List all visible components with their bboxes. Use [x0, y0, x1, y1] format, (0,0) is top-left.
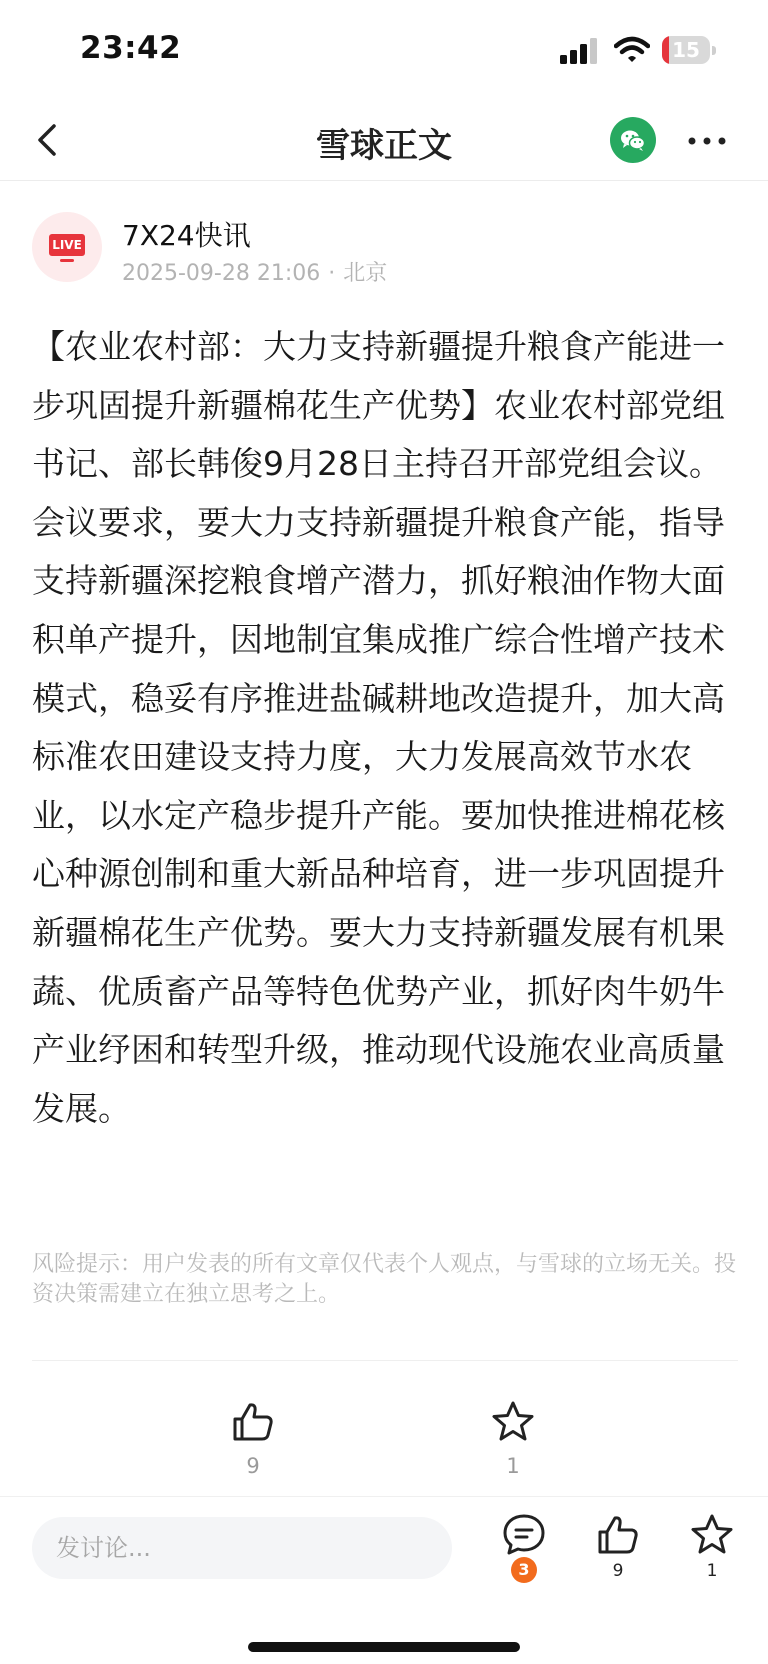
- status-time: 23:42: [80, 30, 182, 66]
- like-button[interactable]: [203, 1400, 303, 1478]
- post-date: 2025-09-28 21:06: [122, 261, 321, 286]
- thumbs-up-icon: [596, 1513, 640, 1557]
- bottom-favorite-count: 1: [706, 1561, 718, 1581]
- post-location: 北京: [343, 261, 388, 286]
- live-badge: LIVE: [49, 234, 85, 256]
- page-title: 雪球正文: [316, 126, 452, 166]
- cellular-signal-icon: [560, 38, 598, 64]
- nav-header: [0, 100, 768, 181]
- post-meta: [122, 256, 387, 287]
- wifi-icon: [614, 36, 650, 64]
- thumbs-up-icon: [231, 1400, 275, 1444]
- battery-indicator: [662, 36, 716, 64]
- meta-separator: ·: [328, 261, 336, 286]
- star-icon: [690, 1513, 734, 1557]
- status-bar: [0, 0, 768, 100]
- like-count: 9: [246, 1454, 260, 1478]
- bottom-favorite-button[interactable]: [682, 1513, 742, 1581]
- avatar[interactable]: [32, 212, 102, 282]
- author-info: [32, 212, 732, 292]
- favorite-button[interactable]: [463, 1400, 563, 1478]
- home-indicator: [248, 1642, 520, 1652]
- bottom-like-button[interactable]: [588, 1513, 648, 1581]
- article-body: 【农业农村部：大力支持新疆提升粮食产能进一步巩固提升新疆棉花生产优势】农业农村部党组书记、部长韩俊9月28日主持召开部党组会议。会议要求，要大力支持新疆提升粮食产能，指导支持新疆深挖粮食增产潜力，抓好粮油作物大面积单产提升，因地制宜集成推广综合性增产技术模式，稳妥有序推进盐碱耕地改造提升，加大高标准农田建设支持力度，大力发展高效节水农业，以水定产稳步提升产能。要加快推进棉花核心种源创制和重大新品种培育，进一步巩固提升新疆棉花生产优势。要大力支持新疆发展有机果蔬、优质畜产品等特色优势产业，抓好肉牛奶牛产业纾困和转型升级，推动现代设施农业高质量发展。: [32, 327, 725, 1128]
- star-icon: [491, 1400, 535, 1444]
- battery-level: 15: [672, 38, 700, 62]
- author-name[interactable]: 7X24快讯: [122, 219, 251, 252]
- bottom-like-count: 9: [612, 1561, 624, 1581]
- favorite-count: 1: [506, 1454, 520, 1478]
- risk-disclaimer: 风险提示：用户发表的所有文章仅代表个人观点，与雪球的立场无关。投资决策需建立在独立思考之上。: [32, 1252, 737, 1307]
- wechat-icon: [610, 117, 656, 163]
- wechat-share-button[interactable]: [610, 117, 656, 163]
- divider: [32, 1360, 738, 1361]
- comment-button[interactable]: [494, 1513, 554, 1579]
- comment-icon: [502, 1513, 546, 1557]
- comment-count-badge: 3: [511, 1557, 537, 1583]
- more-horizontal-icon[interactable]: [685, 124, 729, 158]
- comment-input[interactable]: [32, 1517, 452, 1579]
- bottom-bar: [0, 1496, 768, 1664]
